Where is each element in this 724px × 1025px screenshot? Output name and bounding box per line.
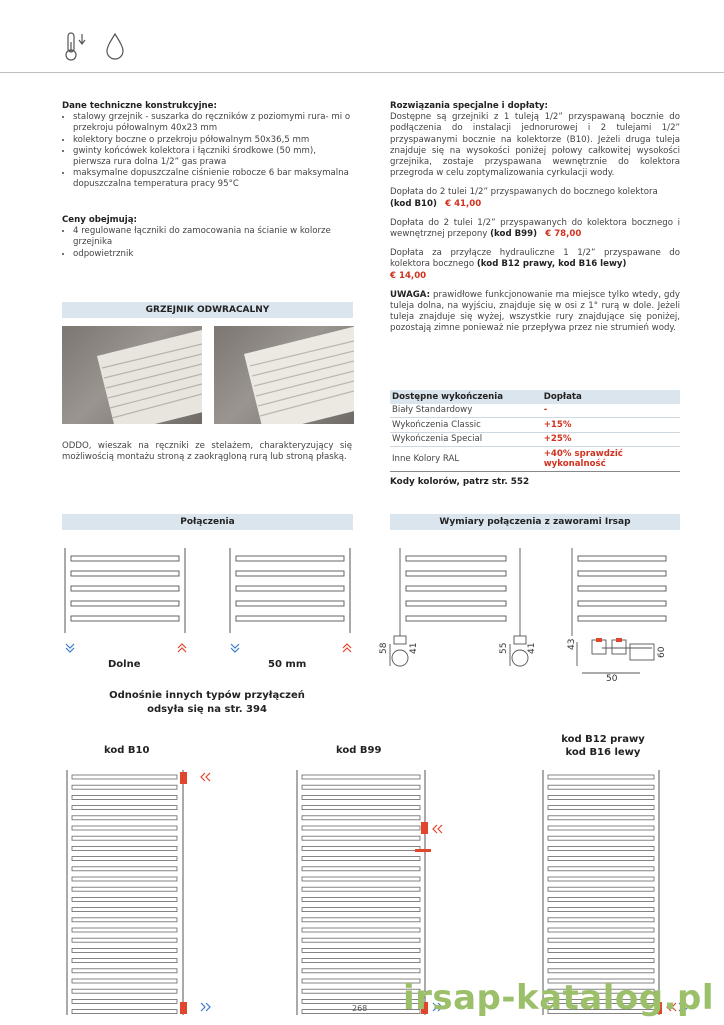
dimensions-bar: Wymiary połączenia z zaworami Irsap bbox=[390, 514, 680, 530]
dim-value: 55 bbox=[499, 642, 509, 654]
list-item: • maksymalne dopuszczalne ciśnienie robocze 6 bar maksymalna dopuszczalna temperatura pracy 95°C bbox=[73, 168, 352, 190]
radiator-slat bbox=[72, 908, 177, 912]
tech-list bbox=[62, 112, 352, 190]
table-cell: Wykończenia Classic bbox=[392, 419, 481, 430]
table-row bbox=[390, 418, 680, 433]
radiator-slat bbox=[548, 969, 654, 973]
radiator-slat bbox=[548, 908, 654, 912]
radiator-slat bbox=[548, 857, 654, 861]
radiator-slat bbox=[72, 806, 177, 810]
connection-diagrams bbox=[55, 548, 355, 658]
radiator-slat bbox=[72, 846, 177, 850]
radiator-slat bbox=[302, 918, 420, 922]
radiator-slat bbox=[548, 867, 654, 871]
table-cell: Inne Kolory RAL bbox=[392, 454, 460, 464]
radiator-slat bbox=[302, 948, 420, 952]
water-drop-icon bbox=[104, 30, 126, 62]
radiator-slat bbox=[548, 795, 654, 799]
arrow-out-icon bbox=[201, 773, 210, 781]
tech-section bbox=[62, 101, 352, 191]
b12-surcharge bbox=[390, 248, 680, 282]
uwaga-text: prawidłowe funkcjonowanie ma miejsce tylko wtedy, gdy tuleja dolna, na wyjściu, znajduje się w osi z 1° rurą w dole. Jeżeli tuleja znajduje się wyżej, wszystkie rury znajdujące się poniżej, pozostają zimne ponieważ nie przepływa przez nie strumień wody. bbox=[390, 289, 680, 334]
table-cell: +15% bbox=[543, 419, 572, 430]
finishes-table-wrap bbox=[390, 390, 680, 487]
radiator-slat bbox=[72, 857, 177, 861]
table-header-cell: Dopłata bbox=[543, 391, 582, 402]
radiator-slat bbox=[302, 816, 420, 820]
code-b10-label: kod B10 bbox=[104, 745, 150, 756]
table-row bbox=[390, 404, 680, 418]
uwaga-label: UWAGA: bbox=[390, 289, 431, 300]
radiator-slat bbox=[548, 836, 654, 840]
b12-text: Dopłata za przyłącze hydrauliczne 1 1/2” przyspawane do kolektora bocznego bbox=[390, 248, 680, 270]
table-cell: +25% bbox=[543, 434, 572, 445]
reversible-bar: GRZEJNIK ODWRACALNY bbox=[62, 302, 353, 318]
radiator-slat bbox=[302, 969, 420, 973]
dim-value: 41 bbox=[527, 642, 537, 654]
radiator-slat bbox=[72, 775, 177, 779]
colors-note: Kody kolorów, patrz str. 552 bbox=[390, 477, 530, 487]
radiator-slat bbox=[302, 928, 420, 932]
table-cell: Wykończenia Special bbox=[392, 434, 483, 445]
connections-note-line2: odsyła się na str. 394 bbox=[147, 704, 267, 715]
b99-text: Dopłata do 2 tulei 1/2” przyspawanych do kolektora bocznego i wewnętrznej przepony bbox=[390, 217, 680, 240]
b99-price: € 78,00 bbox=[545, 229, 582, 240]
radiator-slat bbox=[548, 918, 654, 922]
dim-value: 43 bbox=[567, 638, 577, 650]
radiator-slat bbox=[548, 887, 654, 891]
radiator-slat bbox=[72, 948, 177, 952]
uwaga-note bbox=[390, 290, 680, 335]
radiator-slat bbox=[72, 816, 177, 820]
radiator-slat bbox=[548, 816, 654, 820]
list-item: • odpowietrznik bbox=[73, 249, 352, 260]
radiator-slat bbox=[72, 795, 177, 799]
label-bottom: Dolne bbox=[108, 659, 141, 670]
header-rule bbox=[0, 72, 724, 73]
b12-code: (kod B12 prawy, kod B16 lewy) bbox=[476, 259, 627, 270]
radiator-slat bbox=[72, 999, 177, 1003]
list-item: • 4 regulowane łączniki do zamocowania na ścianie w kolorze grzejnika bbox=[73, 226, 352, 248]
radiator-slat bbox=[302, 877, 420, 881]
table-row bbox=[390, 432, 680, 447]
radiator-diagram-bottom bbox=[65, 548, 185, 633]
label-50mm: 50 mm bbox=[268, 659, 307, 670]
radiator-slat bbox=[302, 857, 420, 861]
radiator-slat bbox=[548, 785, 654, 789]
arrow-in-icon bbox=[201, 1003, 210, 1011]
radiator-slat bbox=[302, 959, 420, 963]
radiator-slat bbox=[548, 826, 654, 830]
price-title: Ceny obejmują: bbox=[62, 215, 137, 225]
radiator-slat bbox=[548, 877, 654, 881]
oddo-description: ODDO, wieszak na ręczniki ze stelażem, charakteryzujący się możliwością montażu stroną z zaokrągloną rurą lub stroną płaską. bbox=[62, 441, 352, 463]
product-photo-right bbox=[214, 326, 354, 424]
b10-surcharge bbox=[390, 187, 680, 209]
radiator-slat bbox=[548, 959, 654, 963]
arrow-out-icon bbox=[178, 644, 186, 652]
radiator-slat bbox=[548, 897, 654, 901]
radiator-slat bbox=[302, 826, 420, 830]
price-section bbox=[62, 215, 352, 260]
radiator-slat bbox=[72, 785, 177, 789]
radiator-b10 bbox=[67, 770, 183, 1015]
radiator-slat bbox=[302, 897, 420, 901]
b10-code: (kod B10) bbox=[390, 198, 437, 209]
code-b99-label: kod B99 bbox=[336, 745, 382, 756]
arrow-out-icon bbox=[433, 825, 442, 833]
valve-markers bbox=[596, 638, 622, 642]
radiator-slat bbox=[72, 887, 177, 891]
special-text: Dostępne są grzejniki z 1 tuleją 1/2” przyspawaną bocznie do podłączenia do instalacji jednorurowej i 2 tulejami 1/2” przyspawanymi bocznie na kolektorze (B10). Jeżeli druga tuleja znajduje się na wysokości poniżej połowy całkowitej wysokości grzejnika, zostaje przyspawana wewnętrznie do kolektora przegroda w celu zoptymalizowania cyrkulacji wody. bbox=[390, 112, 680, 179]
price-list bbox=[62, 226, 352, 260]
table-cell: +40% sprawdzić wykonalność bbox=[543, 449, 623, 469]
radiator-slat bbox=[72, 867, 177, 871]
radiator-slat bbox=[302, 867, 420, 871]
radiator-slat bbox=[548, 938, 654, 942]
radiator-slat bbox=[548, 806, 654, 810]
dim-value: 58 bbox=[379, 642, 389, 654]
table-cell: Biały Standardowy bbox=[392, 405, 473, 416]
radiator-slat bbox=[302, 938, 420, 942]
b99-surcharge bbox=[390, 218, 680, 240]
radiator-photo-illustration bbox=[62, 326, 202, 424]
connections-note-line1: Odnośnie innych typów przyłączeń bbox=[109, 690, 305, 701]
product-photo-left bbox=[62, 326, 202, 424]
list-item: • gwinty końcówek kolektora i łączniki środkowe (50 mm), pierwsza rura dolna 1/2” gas prawa bbox=[73, 146, 352, 168]
table-header-cell: Dostępne wykończenia bbox=[392, 391, 504, 402]
radiator-slat bbox=[72, 877, 177, 881]
table-header-row bbox=[390, 390, 680, 404]
finishes-table bbox=[390, 390, 680, 472]
radiator-slat bbox=[72, 1010, 177, 1014]
radiator-slat bbox=[72, 826, 177, 830]
dim-radiator-2 bbox=[572, 548, 666, 673]
radiator-slat bbox=[72, 969, 177, 973]
list-item: • kolektory boczne o przekroju półowalnym 50x36,5 mm bbox=[73, 135, 352, 146]
thermometer-arrow-icon bbox=[62, 30, 90, 62]
sleeve-marker bbox=[180, 1002, 187, 1014]
radiator-slat bbox=[302, 775, 420, 779]
code-b12-line2: kod B16 lewy bbox=[565, 747, 641, 758]
radiator-slat bbox=[72, 897, 177, 901]
radiator-slat bbox=[548, 846, 654, 850]
code-b12-label bbox=[548, 733, 658, 759]
radiator-slat bbox=[302, 785, 420, 789]
page-number: 268 bbox=[352, 1004, 368, 1013]
radiator-slat bbox=[72, 979, 177, 983]
radiator-slat bbox=[72, 836, 177, 840]
dimension-diagrams bbox=[372, 548, 672, 683]
watermark: irsap-katalog.pl bbox=[402, 978, 714, 1018]
radiator-slat bbox=[72, 938, 177, 942]
tech-title: Dane techniczne konstrukcyjne: bbox=[62, 101, 217, 111]
radiator-slat bbox=[72, 989, 177, 993]
radiator-slat bbox=[548, 928, 654, 932]
radiator-slat bbox=[302, 795, 420, 799]
sleeve-marker bbox=[421, 822, 428, 834]
b12-price: € 14,00 bbox=[390, 270, 427, 281]
arrow-out-icon bbox=[343, 644, 351, 652]
dim-value: 50 bbox=[606, 674, 618, 683]
sleeve-marker bbox=[180, 772, 187, 784]
code-b12-line1: kod B12 prawy bbox=[561, 734, 645, 745]
table-row bbox=[390, 447, 680, 472]
dim-value: 41 bbox=[409, 642, 419, 654]
radiator-slat bbox=[72, 928, 177, 932]
header-icons bbox=[62, 30, 132, 64]
b99-code: (kod B99) bbox=[490, 229, 538, 240]
table-cell: - bbox=[543, 405, 548, 416]
radiator-slat bbox=[548, 775, 654, 779]
radiator-slat bbox=[302, 887, 420, 891]
radiator-slat bbox=[548, 948, 654, 952]
radiator-diagram-50mm bbox=[230, 548, 350, 633]
radiator-slat bbox=[72, 918, 177, 922]
radiator-slat bbox=[302, 908, 420, 912]
radiator-slat bbox=[302, 806, 420, 810]
radiator-slat bbox=[302, 846, 420, 850]
list-item: • stalowy grzejnik - suszarka do ręczników z poziomymi rura- mi o przekroju półowalnym 40x23 mm bbox=[73, 112, 352, 134]
sleeve-marker bbox=[415, 849, 431, 852]
special-title: Rozwiązania specjalne i dopłaty: bbox=[390, 101, 548, 111]
connections-bar: Połączenia bbox=[62, 514, 353, 530]
arrow-in-icon bbox=[66, 644, 74, 652]
b10-text: Dopłata do 2 tulei 1/2” przyspawanych do bocznego kolektora bbox=[390, 187, 658, 198]
radiator-slat bbox=[302, 836, 420, 840]
b10-price: € 41,00 bbox=[445, 198, 482, 209]
special-section bbox=[390, 101, 680, 343]
dim-value: 60 bbox=[657, 646, 667, 658]
connections-note bbox=[62, 689, 352, 717]
radiator-photo-illustration bbox=[214, 326, 354, 424]
radiator-slat bbox=[72, 959, 177, 963]
arrow-in-icon bbox=[231, 644, 239, 652]
